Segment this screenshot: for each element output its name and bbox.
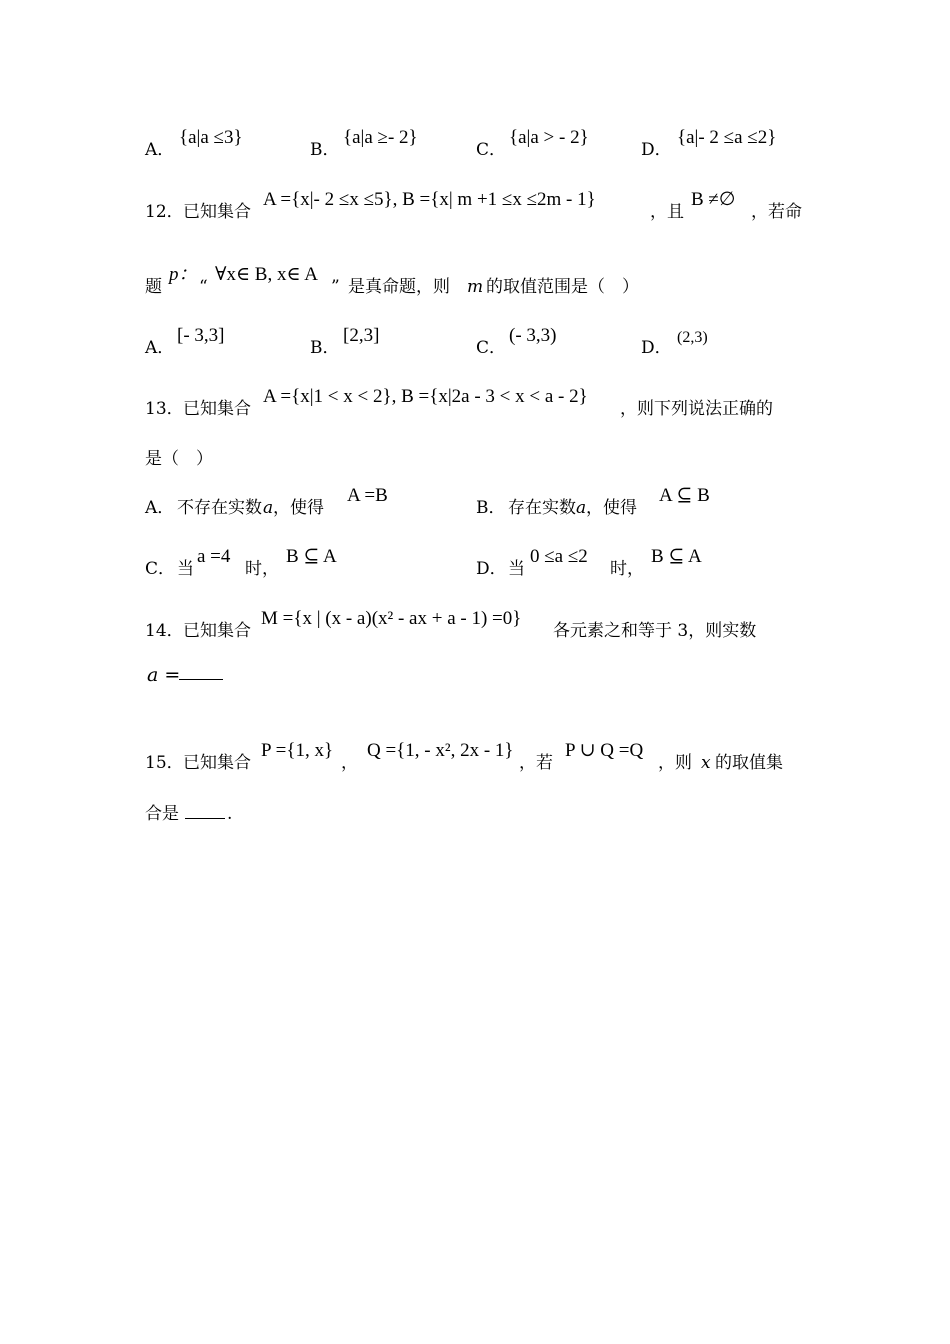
q15-stem-text-5: 合是 bbox=[145, 804, 179, 824]
q13-option-d-math: 0 ≤a ≤2 bbox=[530, 546, 588, 567]
q13-option-c-text2: 时， bbox=[245, 559, 279, 579]
q13-option-a-text2: ，使得 bbox=[273, 498, 324, 518]
q13-number: 13． bbox=[145, 399, 184, 419]
q11-option-d-label: D． bbox=[641, 140, 672, 160]
q11-option-b-label: B． bbox=[310, 140, 340, 160]
q12-var-m: m bbox=[467, 277, 484, 297]
q13-option-b-text2: ，使得 bbox=[586, 498, 637, 518]
q14-number: 14． bbox=[145, 621, 184, 641]
q11-option-a-label: A． bbox=[145, 140, 175, 160]
q11-option-c-label: C． bbox=[476, 140, 507, 160]
q15-period: . bbox=[227, 804, 233, 824]
q12-sets: A ={x|- 2 ≤x ≤5}, B ={x| m +1 ≤x ≤2m - 1} bbox=[263, 189, 596, 210]
q13-option-c-math: a =4 bbox=[197, 546, 231, 567]
q12-stem-text: 已知集合 bbox=[183, 202, 251, 222]
q11-option-c-math: {a|a > - 2} bbox=[509, 127, 589, 148]
q13-option-c-math2: B ⊆ A bbox=[286, 546, 337, 567]
q13-option-b-label: B． bbox=[476, 498, 506, 518]
q15-set-p: P ={1, x} bbox=[261, 740, 334, 761]
q15-stem-text: 已知集合 bbox=[183, 753, 251, 773]
q13-option-d-label: D． bbox=[476, 559, 507, 579]
q15-stem-text-2: ，若 bbox=[519, 753, 553, 773]
q15-var-x: x bbox=[701, 753, 711, 773]
q12-option-d-math: (2,3) bbox=[677, 329, 708, 346]
q12-stem-text-3: ，若命 bbox=[751, 202, 802, 222]
q14-stem-text-2: 各元素之和等于 3，则实数 bbox=[553, 621, 757, 641]
q15-condition: P ∪ Q =Q bbox=[565, 740, 644, 761]
q12-stem-text-4: 题 bbox=[145, 277, 162, 297]
q13-option-d-text: 当 bbox=[508, 559, 525, 579]
q12-stem-line2 bbox=[145, 264, 810, 307]
q12-p: p： bbox=[169, 264, 198, 285]
q13-option-b-var: a bbox=[576, 498, 587, 518]
q12-stem-line1 bbox=[145, 189, 810, 232]
q11-option-d-math: {a|- 2 ≤a ≤2} bbox=[677, 127, 777, 148]
q11-option-b-math: {a|a ≥- 2} bbox=[343, 127, 418, 148]
q12-option-b-math: [2,3] bbox=[343, 325, 380, 346]
q13-stem-text-3: 是（ ） bbox=[145, 449, 213, 469]
q12-stem-text-5: 是真命题，则 bbox=[348, 277, 450, 297]
q13-options-row1 bbox=[145, 485, 810, 528]
q13-option-d-text2: 时， bbox=[610, 559, 644, 579]
q13-sets: A ={x|1 < x < 2}, B ={x|2a - 3 < x < a - 2} bbox=[263, 386, 588, 407]
q13-option-a-math: A =B bbox=[347, 485, 388, 506]
q13-options-row2 bbox=[145, 546, 810, 589]
q12-option-b-label: B． bbox=[310, 338, 340, 358]
q12-option-a-math: [- 3,3] bbox=[177, 325, 225, 346]
q13-option-a-var: a bbox=[263, 498, 274, 518]
q11-option-a-math: {a|a ≤3} bbox=[179, 127, 243, 148]
q13-stem-text: 已知集合 bbox=[183, 399, 251, 419]
q15-number: 15． bbox=[145, 753, 184, 773]
q12-condition: B ≠∅ bbox=[691, 189, 736, 210]
q12-quote-close: ” bbox=[331, 277, 340, 297]
q15-stem-line2 bbox=[145, 794, 810, 834]
q12-option-a-label: A． bbox=[145, 338, 175, 358]
q13-option-a-text: 不存在实数 bbox=[177, 498, 262, 518]
q12-quote-open: “ bbox=[199, 277, 208, 297]
q12-stem-text-2: ，且 bbox=[650, 202, 684, 222]
q12-proposition: ∀x∈ B, x∈ A bbox=[215, 264, 318, 285]
q13-option-a-label: A． bbox=[145, 498, 175, 518]
q13-option-d-math2: B ⊆ A bbox=[651, 546, 702, 567]
q14-stem-text: 已知集合 bbox=[183, 621, 251, 641]
q15-set-q: Q ={1, - x², 2x - 1} bbox=[367, 740, 514, 761]
q14-answer-lhs: a = bbox=[147, 664, 181, 686]
q12-number: 12． bbox=[145, 202, 184, 222]
q14-answer-blank[interactable] bbox=[179, 655, 223, 695]
q13-stem-line2 bbox=[145, 439, 810, 479]
q13-stem-line1 bbox=[145, 386, 810, 429]
q15-stem-line1 bbox=[145, 740, 810, 783]
q14-stem-line1 bbox=[145, 608, 810, 651]
q13-option-c-label: C． bbox=[145, 559, 176, 579]
q15-answer-blank[interactable] bbox=[185, 794, 225, 834]
q13-option-c-text: 当 bbox=[177, 559, 194, 579]
q12-option-d-label: D． bbox=[641, 338, 672, 358]
q12-option-c-math: (- 3,3) bbox=[509, 325, 557, 346]
q15-stem-text-4: 的取值集 bbox=[715, 753, 783, 773]
q13-option-b-text: 存在实数 bbox=[508, 498, 576, 518]
q13-option-b-math: A ⊆ B bbox=[659, 485, 710, 506]
q14-set-m: M ={x | (x - a)(x² - ax + a - 1) =0} bbox=[261, 608, 522, 629]
q13-stem-text-2: ，则下列说法正确的 bbox=[620, 399, 773, 419]
q11-options bbox=[145, 127, 810, 170]
q15-stem-text-3: ，则 bbox=[658, 753, 692, 773]
q12-option-c-label: C． bbox=[476, 338, 507, 358]
q12-options bbox=[145, 325, 810, 368]
q14-answer-line bbox=[145, 655, 810, 695]
q12-stem-text-6: 的取值范围是（ ） bbox=[486, 277, 639, 297]
q15-comma: ， bbox=[341, 753, 358, 773]
